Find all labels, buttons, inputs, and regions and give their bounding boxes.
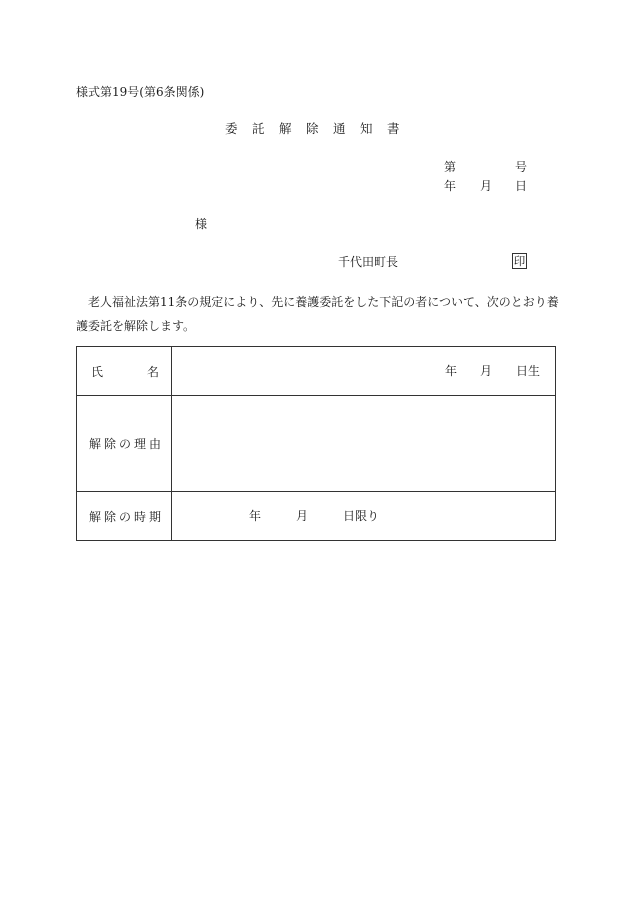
name-label-left: 氏 bbox=[91, 364, 104, 379]
seal-mark: 印 bbox=[513, 253, 526, 268]
issue-date-day-label: 日 bbox=[515, 179, 528, 193]
birth-year-label: 年 bbox=[445, 364, 458, 378]
period-until-label: 日限り bbox=[343, 509, 380, 523]
period-month-label: 月 bbox=[296, 509, 309, 523]
table-row-name bbox=[77, 347, 556, 396]
notice-body-text: 老人福祉法第11条の規定により、先に養護委託をした下記の者について、次のとおり養護委託を解除します。 bbox=[76, 295, 559, 333]
table-row-reason bbox=[77, 396, 556, 492]
notice-details-table bbox=[76, 346, 556, 541]
table-row-period bbox=[77, 492, 556, 541]
name-label-cell bbox=[77, 347, 172, 396]
issue-date-month-label: 月 bbox=[480, 179, 493, 193]
reason-value-cell[interactable] bbox=[172, 396, 556, 492]
issuer-name: 千代田町長 bbox=[338, 255, 399, 269]
birth-month-label: 月 bbox=[480, 364, 493, 378]
reason-label-cell bbox=[77, 396, 172, 492]
name-value-cell[interactable] bbox=[172, 347, 556, 396]
reason-label: 解除の理由 bbox=[89, 437, 165, 451]
period-label-cell bbox=[77, 492, 172, 541]
document-number-suffix: 号 bbox=[515, 160, 528, 174]
period-label: 解除の時期 bbox=[89, 509, 165, 524]
name-label-right: 名 bbox=[146, 364, 159, 379]
birth-day-label: 日生 bbox=[516, 364, 541, 378]
issue-date-year-label: 年 bbox=[444, 179, 457, 193]
period-year-label: 年 bbox=[249, 509, 262, 523]
document-number-prefix: 第 bbox=[444, 160, 457, 174]
document-title: 委託解除通知書 bbox=[225, 121, 415, 136]
form-number: 様式第19号(第6条関係) bbox=[76, 85, 205, 99]
addressee-honorific: 様 bbox=[195, 217, 208, 231]
period-value-cell[interactable] bbox=[172, 492, 556, 541]
